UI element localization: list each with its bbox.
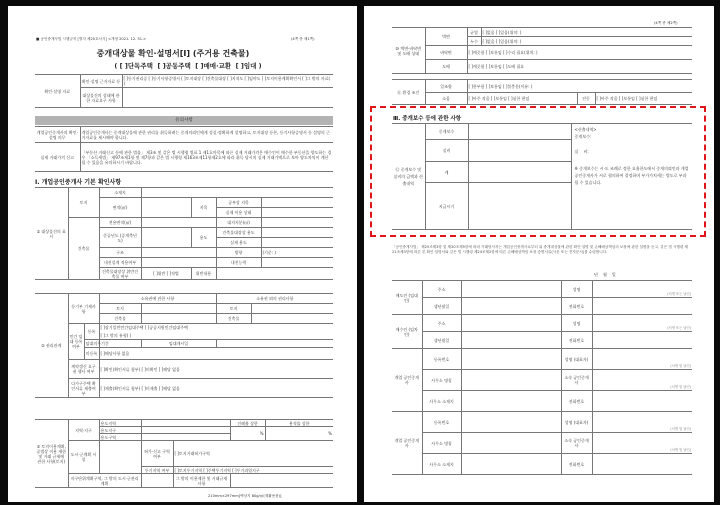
party-field-label: 주소	[422, 315, 461, 332]
party-row	[392, 298, 692, 315]
location-label: 소재지	[99, 188, 141, 198]
signature-date[interactable]: 년 월 일	[594, 272, 616, 277]
zone3-label: 용도구역	[99, 434, 141, 441]
party-field-label: 성명 (대표자)	[561, 349, 592, 370]
form-reference: ■ 공인중개사법 시행규칙 [별지 제20호서식] <개정 2021. 12. 31.>	[36, 37, 147, 41]
condition-table	[392, 27, 692, 74]
district-plan-label: 지구단위계획구역, 그 밖의 도시·군관리계획	[68, 474, 141, 488]
speculation-checkboxes[interactable]: [ ]토지투기지역 [ ]주택투기지역 [ ]투기과열지구	[173, 467, 333, 474]
other-limits-label: 그 밖의 이용제한 및 거래규제사항	[173, 474, 230, 488]
party-field-input[interactable]	[461, 315, 561, 332]
party-field-input[interactable]	[461, 433, 561, 454]
noise-label: 소음	[425, 93, 467, 105]
signature-field[interactable]	[592, 391, 692, 412]
notice-text: 개업공인중개사는 중개대상물에 관한 권리를 취득하려는 중개의뢰인에게 성실·정확하게 설명하고, 토지대장 등본, 등기사항증명서 등 설명의 근거자료를 제시해야 합니다.	[80, 127, 333, 143]
ownership-header: 소유권에 관한 사항	[99, 294, 216, 304]
notice-header: 유의사항	[35, 116, 333, 125]
jimok-label: 지목	[191, 198, 216, 218]
zone-label: 지역·지구	[68, 420, 99, 441]
basis-row-label: 대상물건의 상태에 관한 자료요구 사항	[80, 88, 122, 108]
land-use-section-label: ③ 토지이용계획, 공법상 이용 제한 및 거래 규제에 관한 사항(토지)	[35, 420, 68, 488]
wall-label: 벽면	[425, 28, 467, 46]
party-field-label: 성명	[561, 315, 592, 332]
far-label: 용적률 상한	[265, 420, 333, 427]
renewal-checkboxes[interactable]: [ ]확인(확인서류 첨부) [ ]미확인 [ ]해당 없음	[99, 360, 333, 379]
fee-note: ※ 중개보수는 시·도 조례로 정한 요율한도에서 중개의뢰인과 개업공인중개사가 서로 협의하여 결정하며 부가가치세는 별도로 부과될 수 있습니다.	[574, 166, 689, 185]
signature-field[interactable]: (서명 또는 날인)	[592, 315, 692, 332]
total-label: 계	[425, 162, 468, 183]
building-label: 건축물	[216, 314, 251, 324]
far-input[interactable]: %	[265, 427, 333, 441]
section-3-title: Ⅲ. 중개보수 등에 관한 사항	[393, 116, 462, 122]
party-row	[392, 433, 692, 454]
zone2-input[interactable]	[141, 427, 230, 434]
noise-checkboxes[interactable]: [ ]아주 작음 [ ]보통임 [ ]심한 편임	[467, 93, 577, 105]
calc-fee-label: 중개보수:	[574, 134, 592, 139]
rights-section-label: ② 권리관계	[35, 294, 68, 398]
registered-label: 등록	[84, 324, 99, 340]
party-field-label: 등록번호	[422, 412, 461, 433]
urban-plan-label: 도시·군계획 시설	[68, 441, 99, 474]
ownership-building-input[interactable]	[141, 314, 216, 324]
building-label: 건축물	[99, 314, 141, 324]
private-rental-label: 민간 임대 등록 여부	[68, 324, 84, 360]
wall-floor-section-label: ⑩ 벽면·바닥면 및 도배 상태	[392, 28, 425, 74]
basis-checkbox-options[interactable]: [ ]등기권리증 [ ]등기사항증명서 [ ]토지대장 [ ]건축물대장 [ ]지적도 [ ]임야도 [ ]토지이용계획확인서 [ ]그 밖의 자료( )	[122, 75, 333, 88]
party-role-label: 개업 공인중개사	[392, 349, 422, 412]
exclusive-area-label: 전용면적(㎡)	[99, 218, 141, 228]
structure-input[interactable]	[141, 248, 216, 258]
basis-label: 확인·설명 자료	[35, 75, 80, 108]
exclusive-area-input[interactable]	[141, 218, 216, 228]
party-field-label: 등록번호	[422, 349, 461, 370]
unregistered-checkbox[interactable]: [ ]해당사항 없음	[99, 348, 333, 360]
jimok-public-label: 공부상 지목	[216, 198, 261, 208]
jimok-actual-label: 실제 이용 상태	[216, 208, 261, 218]
completion-year-input[interactable]	[141, 228, 191, 248]
permit-label: 허가·신고 구역 여부	[141, 441, 173, 467]
basis-row-label: 확인·설명 근거자료 등	[80, 75, 122, 88]
notice-label: 실제 거래가격 신고	[35, 143, 80, 172]
highlight-box	[370, 106, 706, 237]
land-share-input[interactable]	[261, 218, 333, 228]
seismic-cap-input[interactable]	[261, 258, 333, 268]
land-label: 토지	[216, 304, 251, 314]
seismic-label: 내진설계 적용여부	[99, 258, 141, 268]
wallpaper-label: 도배	[425, 60, 467, 74]
party-field-input[interactable]	[461, 370, 561, 391]
rental-type-checkboxes[interactable]: [ ]장기일반민간임대주택 [ ]공공지원민간임대주택	[99, 324, 333, 332]
land-label: 토지	[99, 304, 141, 314]
use-label: 용도	[191, 228, 216, 248]
leak-label: 누수	[467, 37, 481, 46]
signature-field[interactable]	[592, 332, 692, 349]
expense-label: 실비	[425, 140, 468, 162]
payment-time-label: 지급시기	[425, 183, 468, 230]
party-field-label: 전화번호	[561, 454, 592, 475]
party-field-label: 사무소 명칭	[422, 370, 461, 391]
permit-checkbox[interactable]: [ ]토지거래허가구역	[173, 441, 333, 467]
party-row	[392, 315, 692, 332]
signature-field[interactable]: (서명 또는 날인)	[592, 281, 692, 298]
wallpaper-checkboxes[interactable]: [ ]깨끗함 [ ]보통임 [ ]도배 필요	[467, 60, 692, 74]
rights-table	[35, 293, 333, 398]
location-input[interactable]	[141, 188, 333, 198]
ownership-land-input[interactable]	[141, 304, 216, 314]
section-1-title: Ⅰ. 개업공인중개사 기본 확인사항	[35, 179, 122, 186]
completion-year-label: 준공년도 (증개축년도)	[99, 228, 141, 248]
crack-checkboxes[interactable]: [ ]없음 [ ]있음(위치: )	[481, 28, 692, 37]
confirmation-text: 「공인중개사법」 제25조제3항 및 제30조제5항에 따라 거래당사자는 개업공인중개사로부터 위 중개대상물에 관한 확인·설명 및 손해배상책임의 보장에 관한 설명을 듣고, 같은 법 시행령 제21조제3항에 따른 본 확인·설명서와 같은 법 시행령 제24조제2항에 따른 손해배상책임 보장 증명서류(사본 또는 전자문서)를 수령합니다.	[392, 245, 688, 254]
document-title: 중개대상물 확인·설명서[Ⅰ] (주거용 건축물)	[96, 49, 250, 58]
party-field-input[interactable]	[461, 281, 561, 298]
party-field-label: 사무소 소재지	[422, 391, 461, 412]
jimok-actual-input[interactable]	[261, 208, 333, 218]
party-role-label: 매도인 (임대인)	[392, 281, 422, 315]
rent-period-label: 임대의무기간	[85, 341, 109, 346]
violation-detail-label: 위반내용	[191, 268, 216, 280]
use-ledger-input[interactable]	[261, 228, 333, 238]
signature-field[interactable]: (서명 및 날인)	[592, 433, 692, 454]
party-field-input[interactable]	[461, 412, 561, 433]
direction-input[interactable]: (기준: )	[261, 248, 333, 258]
party-field-label: 소속 공인중개사	[561, 433, 592, 454]
vibration-label: 진동	[577, 93, 595, 105]
zone3-input[interactable]	[141, 434, 230, 441]
property-table	[35, 187, 333, 280]
basis-input[interactable]	[122, 88, 333, 108]
notice-text: 「부동산 거래신고 등에 관한 법률」 제3조 및 같은 법 시행령 별표 1 제1호마목에 따른 실제 거래가격은 매수인이 매수한 부동산을 양도하는 경우 「소득세법」 제97조제1항 및 제7항과 같은 법 시행령 제163조제11항제2호에 따라 취득 당시의 실제 거래가액으로 보아 양도차익이 계산될 수 있음을 유의하시기 바랍니다.	[80, 143, 333, 172]
party-field-input[interactable]	[461, 391, 561, 412]
violation-checkboxes[interactable]: [ ]위반 [ ]적법	[141, 268, 191, 280]
page-number: (4쪽 중 제1쪽)	[291, 37, 315, 41]
environment-table	[392, 79, 692, 105]
signature-field[interactable]	[592, 298, 692, 315]
party-field-label: 사무소 소재지	[422, 454, 461, 475]
use-actual-input[interactable]	[261, 238, 333, 248]
zone1-label: 용도지역	[99, 420, 141, 427]
violation-detail-input[interactable]	[216, 268, 333, 280]
environment-section-label: ⑪ 환경 조건	[392, 80, 425, 105]
party-field-label: 사무소 명칭	[422, 433, 461, 454]
district-plan-input[interactable]	[141, 474, 173, 488]
party-field-input[interactable]	[461, 332, 561, 349]
party-field-label: 생년월일	[422, 298, 461, 315]
bcr-label: 건폐율 상한	[230, 420, 265, 427]
party-field-input[interactable]	[461, 349, 561, 370]
floor-label: 바닥면	[425, 46, 467, 60]
party-row	[392, 349, 692, 370]
party-row	[392, 332, 692, 349]
party-field-label: 전화번호	[561, 332, 592, 349]
page-number: (4쪽 중 제2쪽)	[654, 21, 678, 25]
seismic-input[interactable]	[141, 258, 216, 268]
party-field-label: 생년월일	[422, 332, 461, 349]
party-role-label: 매수인 (임차인)	[392, 315, 422, 349]
area-input[interactable]	[141, 198, 191, 218]
fee-section-label: ⑫ 중개보수 및 실비의 금액과 산출내역	[392, 124, 425, 230]
signature-field[interactable]: (서명 및 날인)	[592, 370, 692, 391]
registry-label: 등기부 기재사항	[68, 294, 99, 324]
party-field-input[interactable]	[461, 298, 561, 315]
party-field-label: 주소	[422, 281, 461, 298]
bcr-input[interactable]: %	[230, 427, 265, 441]
notice-label: 개업공인중개사의 확인·설명 의무	[35, 127, 80, 143]
zone2-label: 용도지구	[99, 427, 141, 434]
party-row	[392, 412, 692, 433]
renewal-label: 계약갱신 요구권 행사 여부	[68, 360, 99, 379]
multi-family-label: 다가구주택 확인서류 제출여부	[68, 379, 99, 398]
party-row	[392, 454, 692, 475]
document-subtitle: ( [ ]단독주택 [ ]공동주택 [ ]매매·교환 [ ]임대 )	[114, 62, 262, 70]
unregistered-label: 미등록	[84, 348, 99, 360]
sunlight-checkboxes[interactable]: [ ]풍부함 [ ]보통임 [ ]불충분(이유: )	[467, 80, 692, 93]
rent-start-input[interactable]	[216, 340, 251, 348]
violation-label: 건축물대장상 위반건축물 여부	[99, 268, 141, 280]
multi-family-checkboxes[interactable]: [ ]제출(확인서류 첨부) [ ]미제출 [ ]해당 없음	[99, 379, 333, 398]
party-row	[392, 391, 692, 412]
urban-plan-input[interactable]	[99, 441, 141, 474]
party-row	[392, 370, 692, 391]
fee-label: 중개보수	[425, 124, 468, 140]
speculation-label: 투기지역 여부	[141, 467, 173, 474]
party-field-label: 전화번호	[561, 391, 592, 412]
use-actual-label: 실제 용도	[216, 238, 261, 248]
area-label: 면적(㎡)	[99, 198, 141, 218]
vibration-checkboxes[interactable]: [ ]아주 작음 [ ]보통임 [ ]심한 편임	[595, 93, 692, 105]
property-section-label: ① 대상물건의 표시	[35, 188, 68, 280]
signature-field[interactable]: (서명 및 날인)	[592, 412, 692, 433]
rights-building-input[interactable]	[251, 314, 333, 324]
calc-title: <산출내역>	[574, 127, 597, 132]
zone1-input[interactable]	[141, 420, 230, 427]
jimok-public-input[interactable]	[261, 198, 333, 208]
other-rights-header: 소유권 외의 권리사항	[216, 294, 333, 304]
party-field-label: 전화번호	[561, 298, 592, 315]
land-use-table	[35, 419, 333, 488]
party-field-label: 소속 공인중개사	[561, 370, 592, 391]
land-share-label: 대지지분(㎡)	[216, 218, 261, 228]
floor-checkboxes[interactable]: [ ]깨끗함 [ ]보통임 [ ]수리 필요(위치: )	[467, 46, 692, 60]
land-label: 토지	[68, 188, 99, 218]
party-field-input[interactable]	[461, 454, 561, 475]
use-ledger-label: 건축물대장상 용도	[216, 228, 261, 238]
rent-start-label: 임대개시일	[141, 340, 216, 348]
building-label: 건축물	[68, 218, 99, 280]
leak-checkboxes[interactable]: [ ]없음 [ ]있음(위치: )	[481, 37, 692, 46]
crack-label: 균열	[467, 28, 481, 37]
rights-land-input[interactable]	[251, 304, 333, 314]
party-field-label: 성명 (대표자)	[561, 412, 592, 433]
basis-table	[35, 74, 333, 108]
structure-label: 구조	[99, 248, 141, 258]
signature-field[interactable]: (서명 및 날인)	[592, 349, 692, 370]
notice-table	[35, 126, 333, 172]
paper-spec: 210mm×297mm[백상지 80g/㎡(재활용품)]	[208, 494, 282, 498]
seismic-cap-label: 내진능력	[216, 258, 261, 268]
party-role-label: 개업 공인중개사	[392, 412, 422, 475]
sunlight-label: 일조량	[425, 80, 467, 93]
parties-table	[392, 280, 692, 475]
signature-field[interactable]	[592, 454, 692, 475]
document-page-1	[8, 6, 357, 502]
calc-expense-label: 실 비:	[574, 149, 589, 154]
other-limits-input[interactable]	[230, 474, 333, 488]
party-row	[392, 281, 692, 298]
direction-label: 방향	[216, 248, 261, 258]
rental-other-checkbox[interactable]: [ ]그 밖의 유형( )	[99, 332, 333, 340]
document-page-2	[364, 6, 714, 502]
party-field-label: 성명	[561, 281, 592, 298]
